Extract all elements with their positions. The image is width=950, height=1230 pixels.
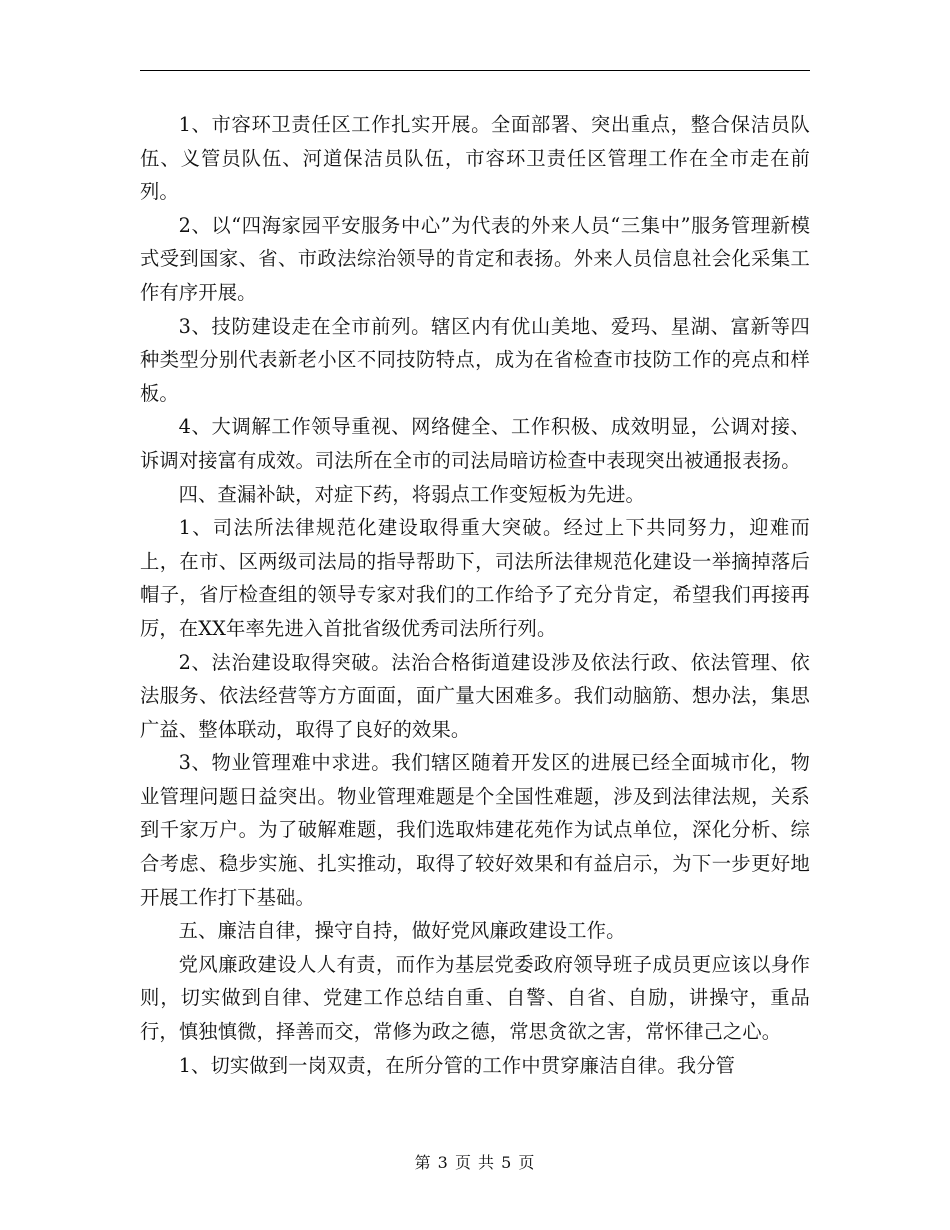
paragraph: 1、切实做到一岗双责，在所分管的工作中贯穿廉洁自律。我分管: [178, 1053, 736, 1077]
paragraph: 3、物业管理难中求进。我们辖区随着开发区的进展已经全面城市化，物业管理问题日益突出。物业管理难题是个全国性难题，涉及到法律法规，关系到千家万户。为了破解难题，我们选取炜建花苑作为试点单位，深化分析、综合考虑、稳步实施、扎实推动，取得了较好效果和有益启示，为下一步更好地开展工作打下基础。: [140, 751, 810, 909]
section-heading: 四、查漏补缺，对症下药，将弱点工作变短板为先进。: [178, 482, 645, 506]
header-rule: [140, 70, 810, 71]
paragraph: 2、法治建设取得突破。法治合格街道建设涉及依法行政、依法管理、依法服务、依法经营等方方面面，面广量大困难多。我们动脑筋、想办法，集思广益、整体联动，取得了良好的效果。: [140, 650, 810, 741]
page-number-footer: 第 3 页 共 5 页: [414, 1153, 536, 1172]
paragraph: 3、技防建设走在全市前列。辖区内有优山美地、爱玛、星湖、富新等四种类型分别代表新老小区不同技防特点，成为在省检查市技防工作的亮点和样板。: [140, 314, 810, 405]
paragraph: 党风廉政建设人人有责，而作为基层党委政府领导班子成员更应该以身作则，切实做到自律、党建工作总结自重、自警、自省、自励，讲操守，重品行，慎独慎微，择善而交，常修为政之德，常思贪欲之害，常怀律己之心。: [140, 952, 810, 1044]
document-body: [140, 108, 810, 1082]
section-heading: 五、廉洁自律，操守自持，做好党风廉政建设工作。: [178, 919, 626, 943]
paragraph: 1、司法所法律规范化建设取得重大突破。经过上下共同努力，迎难而上，在市、区两级司法局的指导帮助下，司法所法律规范化建设一举摘掉落后帽子，省厅检查组的领导专家对我们的工作给予了充分肯定，希望我们再接再厉，在XX年率先进入首批省级优秀司法所行列。: [140, 516, 810, 640]
paragraph: 1、市容环卫责任区工作扎实开展。全面部署、突出重点，整合保洁员队伍、义管员队伍、河道保洁员队伍，市容环卫责任区管理工作在全市走在前列。: [140, 113, 810, 204]
paragraph: 2、以“四海家园平安服务中心”为代表的外来人员“三集中”服务管理新模式受到国家、省、市政法综治领导的肯定和表扬。外来人员信息社会化采集工作有序开展。: [140, 213, 810, 304]
paragraph: 4、大调解工作领导重视、网络健全、工作积极、成效明显，公调对接、诉调对接富有成效。司法所在全市的司法局暗访检查中表现突出被通报表扬。: [140, 415, 810, 472]
